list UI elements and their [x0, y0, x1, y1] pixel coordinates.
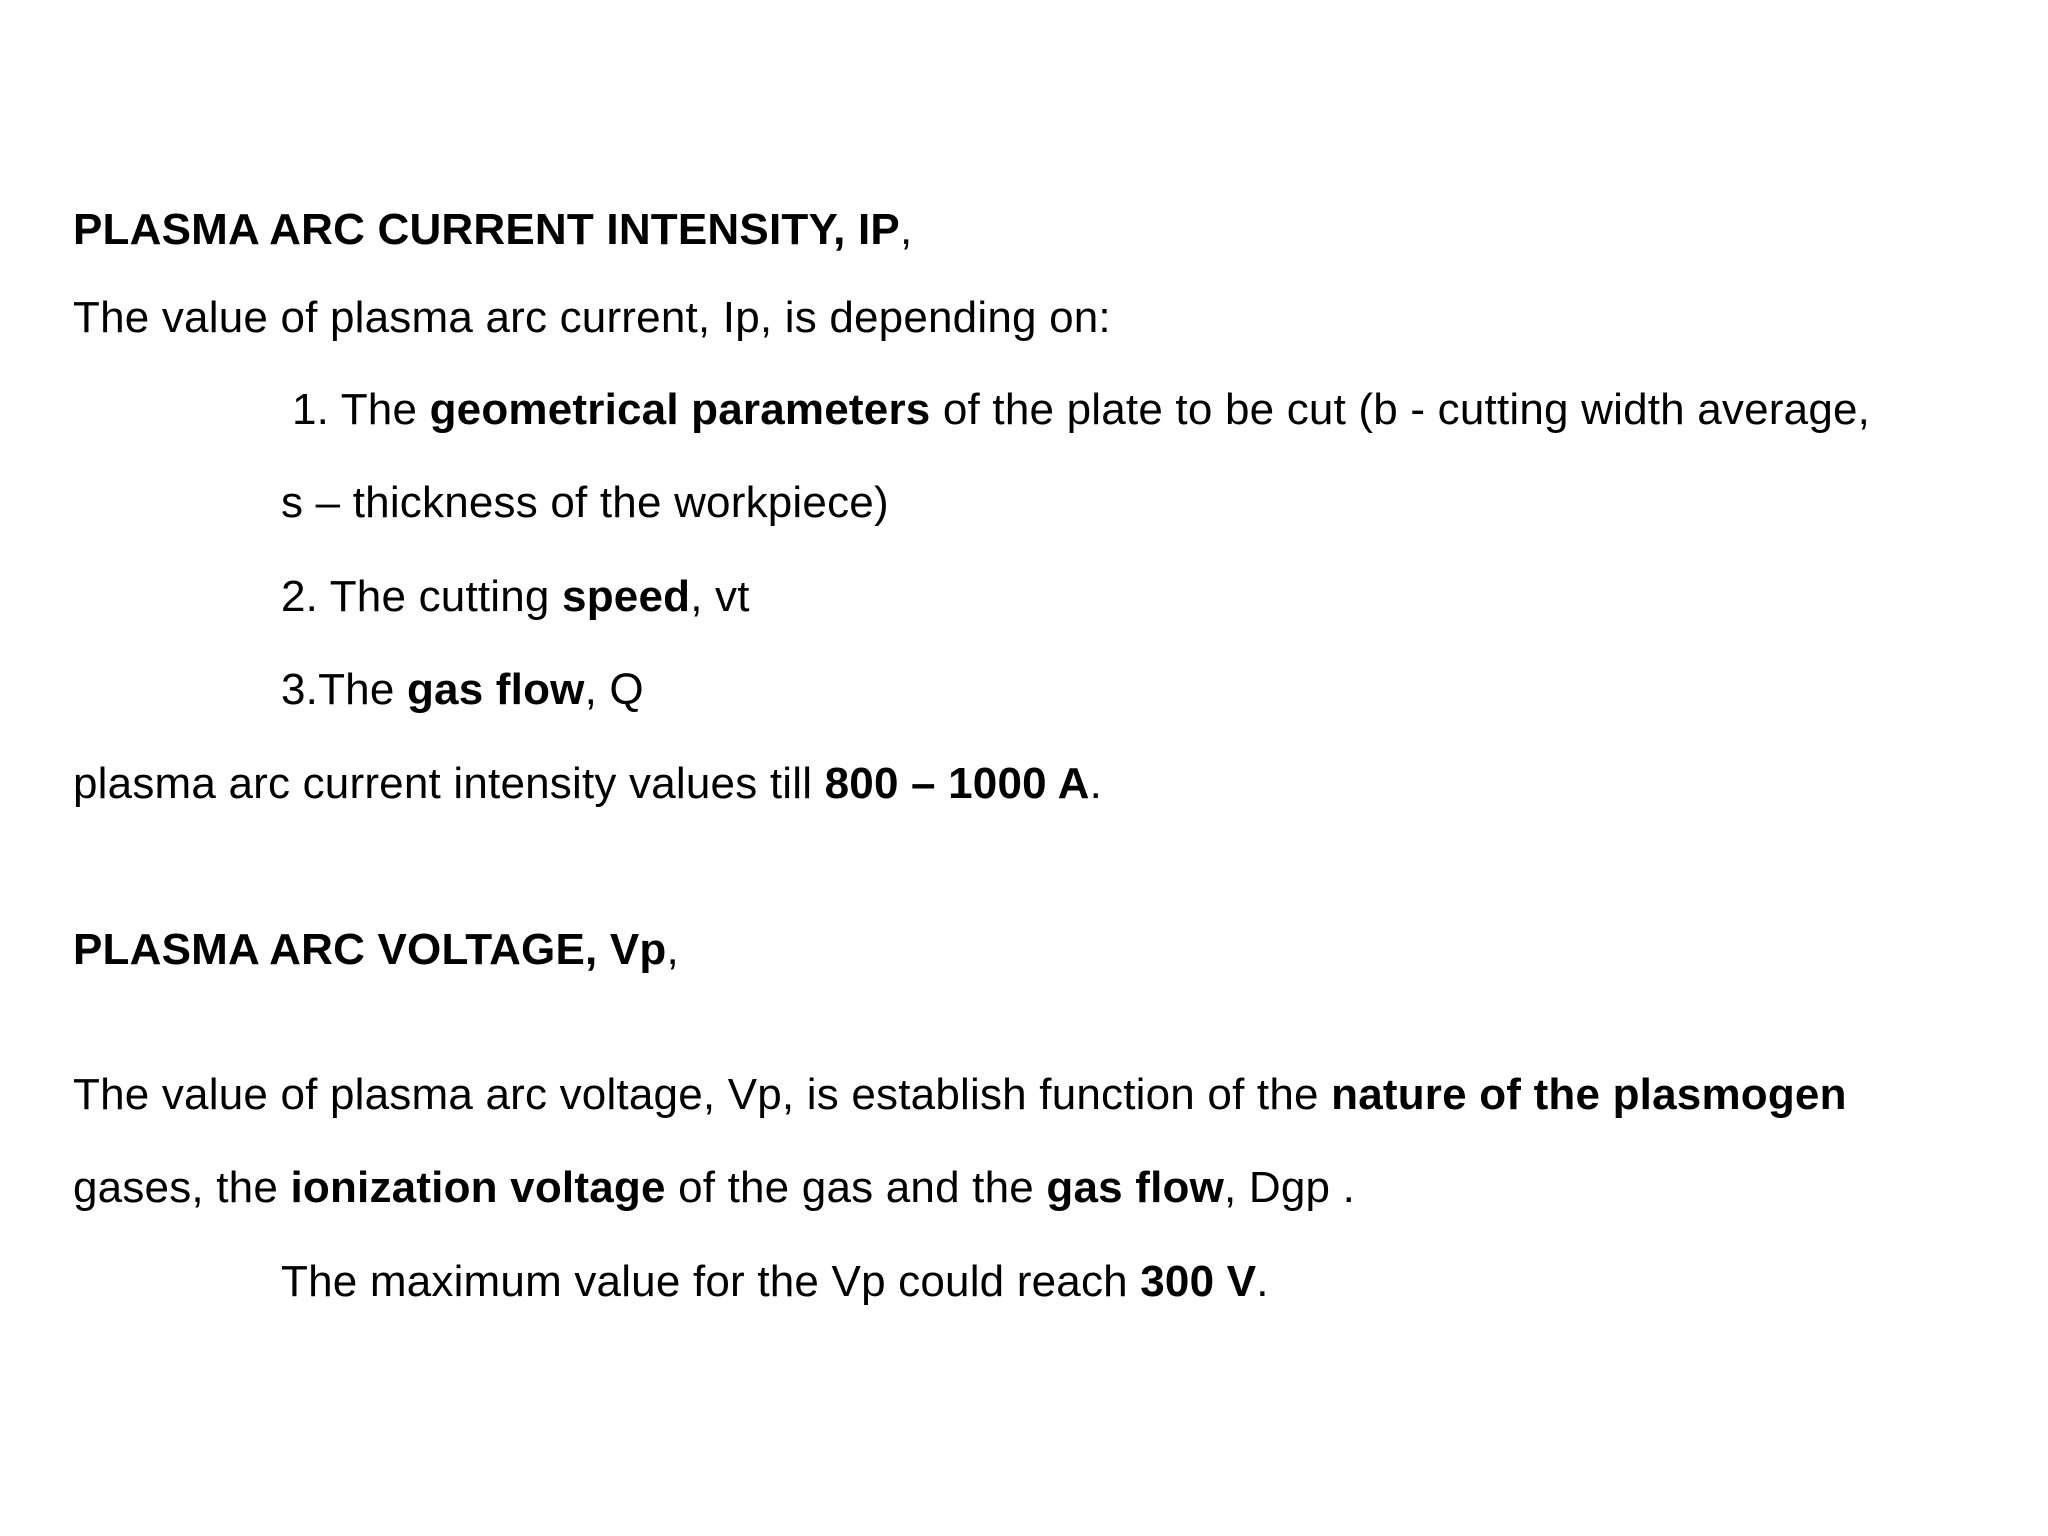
summary-prefix: plasma arc current intensity values till: [73, 759, 825, 808]
max-prefix: The maximum value for the Vp could reach: [281, 1257, 1141, 1306]
heading-text: PLASMA ARC VOLTAGE, Vp: [73, 925, 667, 974]
voltage-paragraph-line-1: [73, 1070, 1847, 1119]
item-suffix: , vt: [690, 572, 750, 621]
para-middle: of the gas and the: [665, 1163, 1047, 1212]
voltage-max-value: [281, 1257, 1269, 1306]
max-suffix: .: [1256, 1257, 1269, 1306]
heading-suffix: ,: [899, 205, 913, 254]
current-summary: [73, 759, 1103, 808]
para-emphasis: nature of the plasmogen: [1331, 1070, 1847, 1119]
list-item-continuation: s – thickness of the workpiece): [281, 478, 889, 527]
section-heading-current: [73, 205, 913, 254]
intro-text: The value of plasma arc current, Ip, is depending on:: [73, 293, 1111, 342]
item-prefix: 3.The: [281, 665, 407, 714]
section-heading-voltage: [73, 925, 679, 974]
list-item-geometrical-parameters: [292, 385, 1871, 434]
heading-suffix: ,: [666, 925, 679, 974]
para-suffix: , Dgp .: [1224, 1163, 1356, 1212]
item-prefix: 2. The cutting: [281, 572, 563, 621]
item-emphasis: geometrical parameters: [429, 385, 931, 434]
para-emphasis-ionization: ionization voltage: [290, 1163, 666, 1212]
item-suffix: , Q: [584, 665, 644, 714]
para-prefix: gases, the: [73, 1163, 291, 1212]
list-item-gas-flow: [281, 665, 644, 714]
voltage-paragraph-line-2: [73, 1163, 1356, 1212]
item-prefix: 1. The: [292, 385, 430, 434]
list-item-speed: [281, 572, 750, 621]
para-prefix: The value of plasma arc voltage, Vp, is establish function of the: [73, 1070, 1332, 1119]
max-emphasis: 300 V: [1140, 1257, 1257, 1306]
para-emphasis-gas-flow: gas flow: [1046, 1163, 1224, 1212]
heading-text: PLASMA ARC CURRENT INTENSITY, IP: [73, 205, 900, 254]
summary-suffix: .: [1089, 759, 1103, 808]
item-suffix: of the plate to be cut (b - cutting width average,: [930, 385, 1871, 434]
item-emphasis: speed: [562, 572, 691, 621]
item-emphasis: gas flow: [406, 665, 585, 714]
summary-emphasis: 800 – 1000 A: [824, 759, 1090, 808]
